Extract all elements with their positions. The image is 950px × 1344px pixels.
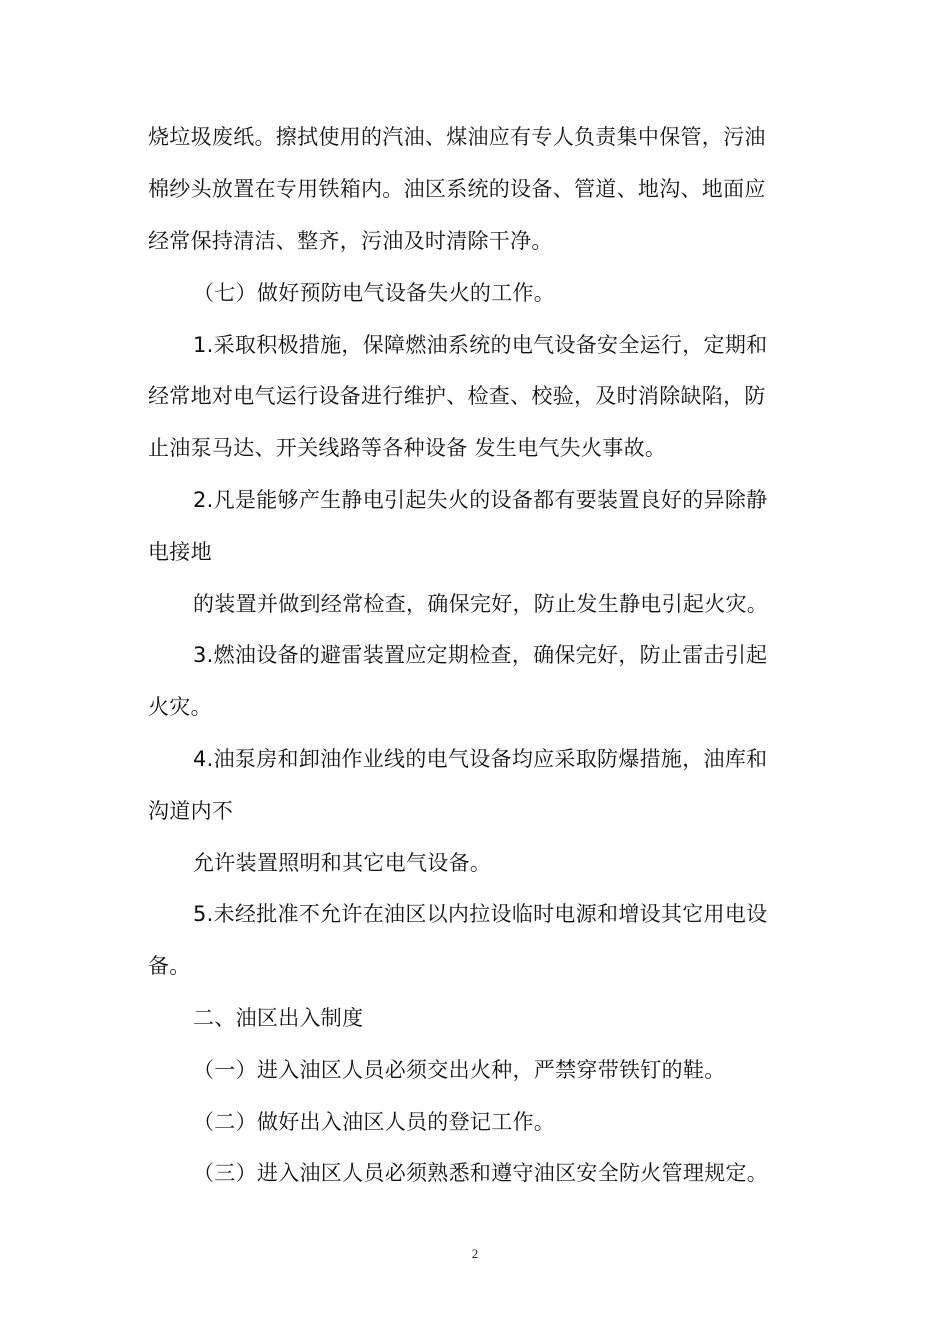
- text-line: 2.凡是能够产生静电引起失火的设备都有要装置良好的异除静: [193, 488, 768, 512]
- text-line: 允许装置照明和其它电气设备。: [193, 851, 492, 875]
- text-line: 经常保持清洁、整齐，污油及时清除干净。: [148, 229, 553, 253]
- text-line: 烧垃圾废纸。擦拭使用的汽油、煤油应有专人负责集中保管，污油: [148, 125, 766, 149]
- text-line: 3.燃油设备的避雷装置应定期检查，确保完好，防止雷击引起: [193, 643, 768, 667]
- section-heading: 二、油区出入制度: [193, 1006, 364, 1030]
- list-item: （一）进入油区人员必须交出火种，严禁穿带铁钉的鞋。: [193, 1058, 726, 1082]
- list-item: （二）做好出入油区人员的登记工作。: [193, 1110, 556, 1134]
- text-line: 备。: [148, 954, 191, 978]
- section-heading: （七）做好预防电气设备失火的工作。: [193, 281, 556, 305]
- text-line: 止油泵马达、开关线路等各种设备 发生电气失火事故。: [148, 436, 667, 460]
- text-line: 火灾。: [148, 695, 212, 719]
- text-line: 棉纱头放置在专用铁箱内。油区系统的设备、管道、地沟、地面应: [148, 177, 766, 201]
- page-number: 2: [471, 1246, 479, 1261]
- text-line: 沟道内不: [148, 799, 234, 823]
- text-line: 经常地对电气运行设备进行维护、检查、校验，及时消除缺陷，防: [148, 384, 766, 408]
- text-line: 4.油泵房和卸油作业线的电气设备均应采取防爆措施，油库和: [193, 747, 768, 771]
- text-line: 的装置并做到经常检查，确保完好，防止发生静电引起火灾。: [193, 592, 769, 616]
- text-line: 5.未经批准不允许在油区以内拉设临时电源和增设其它用电设: [193, 902, 768, 926]
- text-line: 1.采取积极措施，保障燃油系统的电气设备安全运行，定期和: [193, 333, 768, 357]
- list-item: （三）进入油区人员必须熟悉和遵守油区安全防火管理规定。: [193, 1161, 769, 1185]
- text-line: 电接地: [148, 540, 212, 564]
